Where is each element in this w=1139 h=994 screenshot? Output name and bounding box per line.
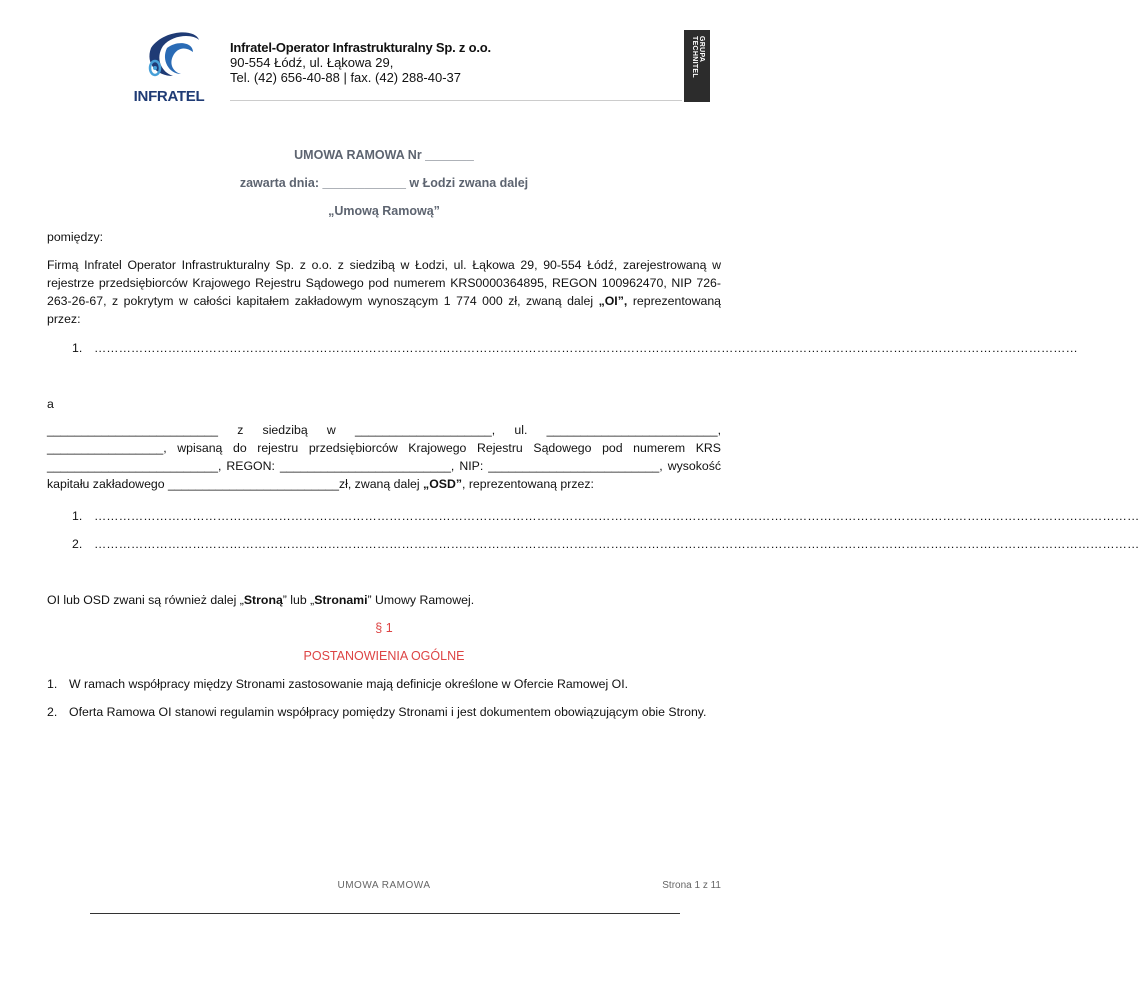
company-info: [230, 40, 491, 85]
contract-title: UMOWA RAMOWA Nr _______: [294, 148, 474, 162]
party1-text-after: reprezentowaną przez:: [47, 294, 722, 326]
footer-title: UMOWA RAMOWA: [337, 880, 431, 891]
rep-blank-line: …………………………………………………………………………………………………………………………………………………………………………………………………………………………………: [94, 537, 1139, 551]
header-divider: [230, 100, 682, 101]
side-tab-label: GRUPA TECHNITEL: [691, 36, 705, 78]
section-heading: POSTANOWIENIA OGÓLNE: [303, 649, 465, 663]
logo-swirl-icon: [133, 28, 205, 90]
infratel-logo: [133, 28, 205, 108]
logo-text: INFRATEL: [133, 88, 205, 105]
item-text: W ramach współpracy między Stronami zastosowanie mają definicje określone w Ofercie Ramowej OI.: [69, 677, 629, 691]
company-contact: Tel. (42) 656-40-88 | fax. (42) 288-40-37: [230, 70, 462, 85]
party2-line-1: _________________________ z siedzibą w ____________________, ul. _________________________,: [47, 423, 721, 437]
list-number: 1.: [72, 509, 83, 523]
party1-text: Firmą Infratel Operator Infrastrukturalny Sp. z o.o. z siedzibą w Łodzi, ul. Łąkowa 29, 90-554 Łódź, zarejestrowaną w rejestrze przedsiębiorców Krajowego Rejestru Sądowego pod numerem KRS0000364895, REGON 100962470, NIP 726-263-26-67, z pokrytym w całości kapitałem zakładowym wynoszącym 1 774 000 zł, zwaną dalej: [47, 258, 721, 308]
group-side-tab: [684, 30, 710, 102]
parties-note: [47, 591, 721, 609]
intro-text: pomiędzy:: [47, 230, 104, 244]
contract-date-line: zawarta dnia: ____________ w Łodzi zwana dalej: [239, 176, 529, 190]
party2-alias: „OSD”: [423, 477, 462, 491]
item-text: Oferta Ramowa OI stanowi regulamin współpracy pomiędzy Stronami i jest dokumentem obowiązującym obie Strony.: [69, 705, 707, 719]
list-number: 1.: [47, 677, 58, 691]
note-text-mid: ” lub „: [282, 593, 315, 607]
note-quote: „: [239, 593, 244, 607]
party2-line-2: _________________, wpisaną do rejestru przedsiębiorców Krajowego Rejestru Sądowego pod numerem KRS: [47, 441, 721, 455]
party2-text: kapitału zakładowego _________________________zł, zwaną dalej: [47, 477, 424, 491]
contract-alias: „Umową Ramową”: [328, 204, 440, 218]
footer-divider: [90, 913, 680, 914]
term-stronami: Stronami: [314, 593, 368, 607]
party1-description: [47, 256, 721, 328]
company-address: 90-554 Łódź, ul. Łąkowa 29,: [230, 55, 394, 70]
list-number: 1.: [72, 341, 83, 355]
section-sign: § 1: [375, 621, 393, 635]
and-text: a: [47, 397, 54, 411]
list-number: 2.: [47, 705, 58, 719]
rep-blank-line: ……………………………………………………………………………………………………………………………………………………………………………………………………………………: [94, 341, 1078, 355]
page-number: Strona 1 z 11: [662, 880, 721, 891]
company-name: Infratel-Operator Infrastrukturalny Sp. z o.o.: [230, 40, 491, 55]
note-text-after: ” Umowy Ramowej.: [367, 593, 475, 607]
party1-alias: „OI”,: [598, 294, 628, 308]
party2-text-after: , reprezentowaną przez:: [462, 477, 594, 491]
note-text: OI lub OSD zwani są również dalej: [47, 593, 240, 607]
party2-line-4: [47, 475, 721, 493]
term-strona: Stroną: [243, 593, 283, 607]
list-number: 2.: [72, 537, 83, 551]
rep-blank-line: …………………………………………………………………………………………………………………………………………………………………………………………………………………………………: [94, 509, 1139, 523]
party2-line-3: _________________________, REGON: _________________________, NIP: _________________________, wysokość: [47, 459, 721, 473]
